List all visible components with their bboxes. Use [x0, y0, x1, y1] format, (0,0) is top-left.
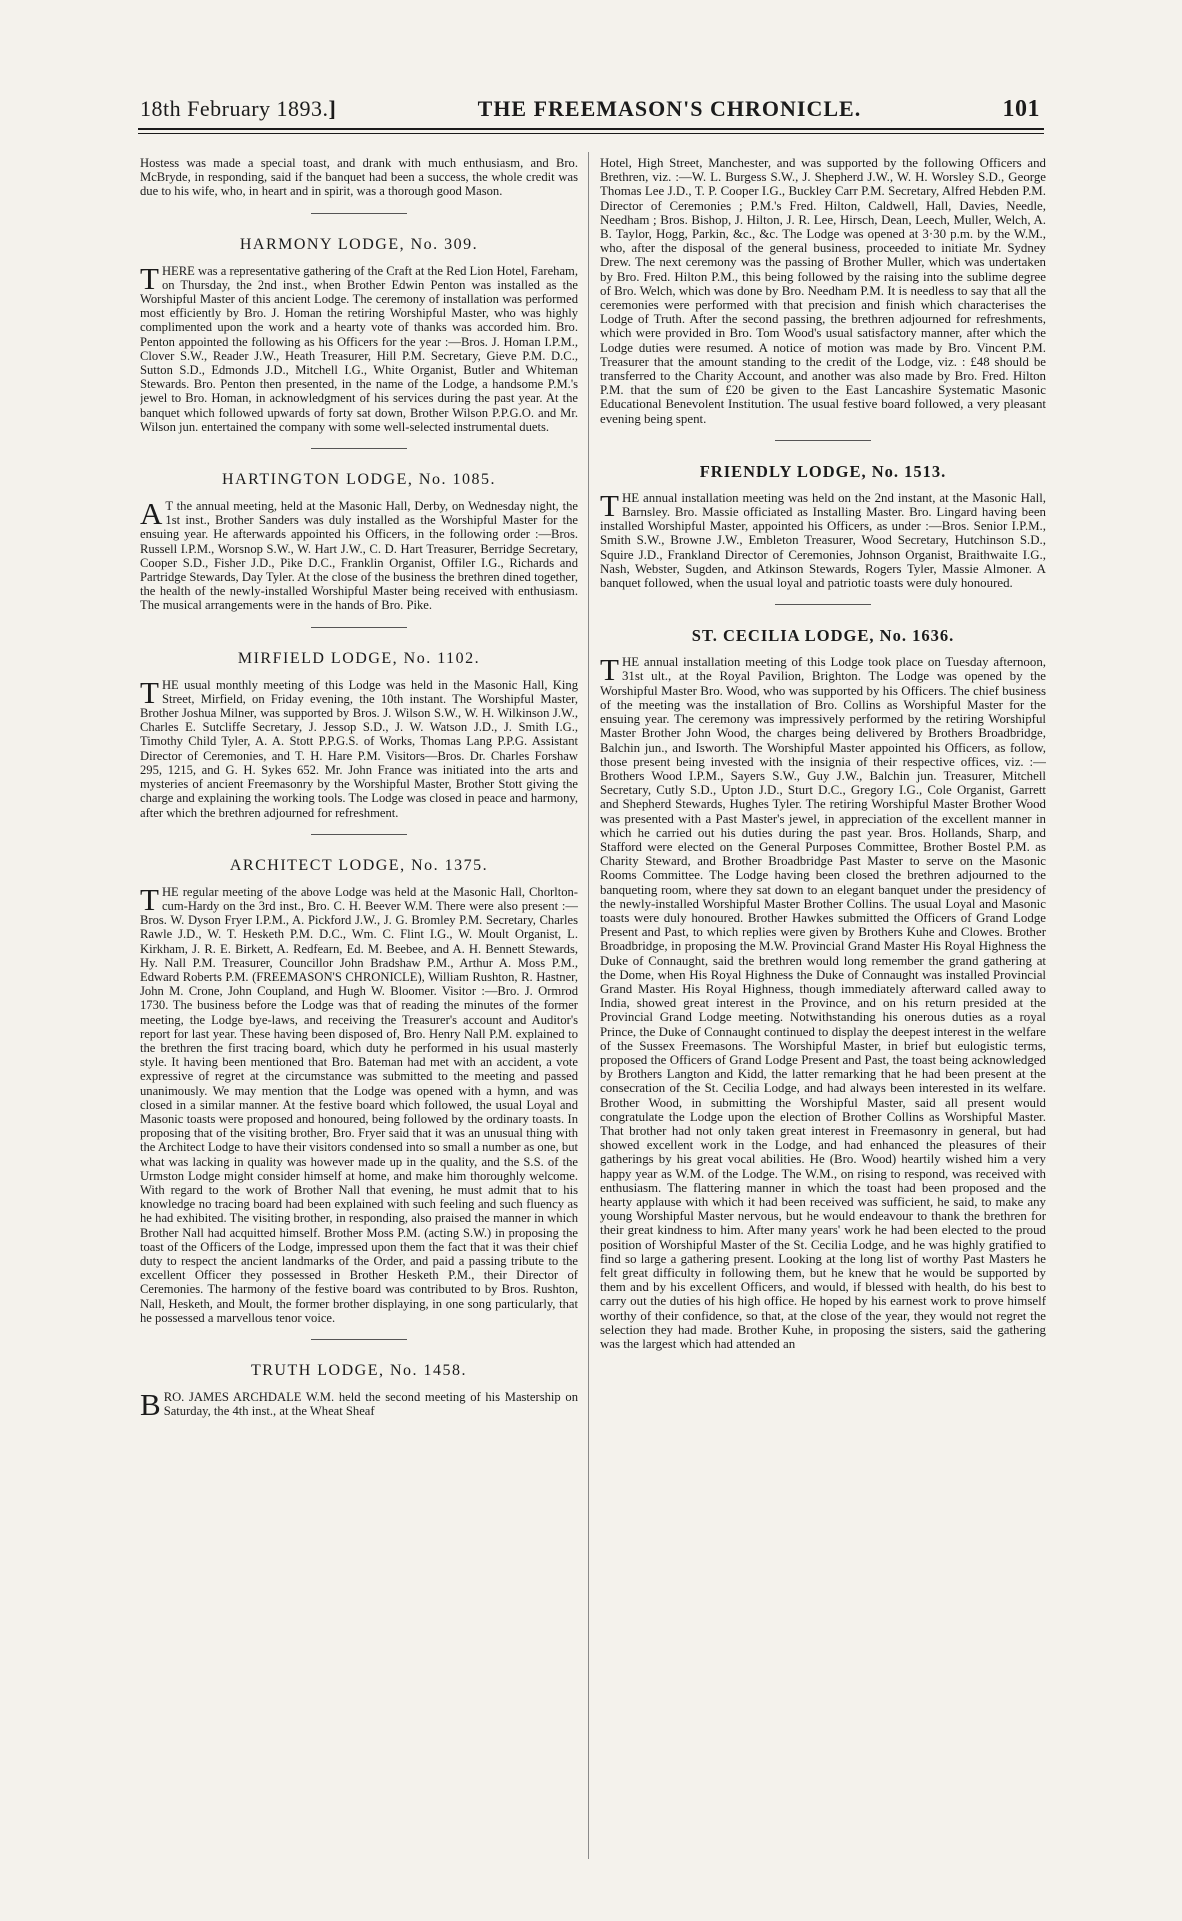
section-rule	[311, 448, 407, 449]
hartington-lodge-article: AT the annual meeting, held at the Masonic Hall, Derby, on Wednesday night, the 1st inst., Brother Sanders was duly installed as the Worshipful Master for the ensuing year. He afterwards appointed his Officers, in the following order :—Bros. Russell I.P.M., Worsnop S.W., W. Hart J.W., C. D. Hart Treasurer, Berridge Secretary, Cooper S.D., Fisher J.D., Pike D.C., Franklin Organist, Offiler I.G., Richards and Partridge Stewards, Day Tyler. At the close of the business the brethren dined together, the health of the newly-installed Worshipful Master being received with enthusiasm. The musical arrangements were in the hands of Bro. Pike.	[140, 496, 578, 613]
truth-lodge-article: BRO. JAMES ARCHDALE W.M. held the second meeting of his Mastership on Saturday, the 4th inst., at the Wheat Sheaf	[140, 1387, 578, 1422]
header-date	[140, 96, 336, 122]
hartington-lodge-heading: HARTINGTON LODGE, No. 1085.	[222, 471, 496, 489]
friendly-lodge-heading: FRIENDLY LODGE, No. 1513.	[699, 461, 947, 481]
st-cecilia-lodge-heading: ST. CECILIA LODGE, No. 1636.	[691, 626, 955, 646]
truth-lodge-article-continued: Hotel, High Street, Manchester, and was supported by the following Officers and Brethren, viz. :—W. L. Burgess S.W., J. Shepherd J.W., W. H. Worsley S.D., George Thomas Lee J.D., T. P. Cooper I.G., Buckley Carr P.M. Secretary, Alfred Hebden P.M. Director of Ceremonies ; P.M.'s Fred. Hilton, Caldwell, Hall, Davies, Needle, Needham ; Bros. Bishop, J. Hilton, J. R. Lee, Hirsch, Dean, Leech, Muller, Welch, A. B. Taylor, Hogg, Parkin, &c., &c. The Lodge was opened at 3·30 p.m. by the W.M., who, after the disposal of the general business, proceeded to initiate Mr. Sydney Drew. The next ceremony was the passing of Brother Muller, which was undertaken by Bro. Fred. Hilton P.M., this being followed by the raising into the sublime degree of Bro. Welch, which was done by Bro. Needham P.M. It is needless to say that all the ceremonies were performed with that precision and finish which characterises the Lodge of Truth. After the second passing, the brethren adjourned for refreshments, which were provided in Bro. Tom Wood's usual satisfactory manner, after which the Lodge duties were resumed. A notice of motion was made by Bro. Vincent P.M. Treasurer that the amount standing to the credit of the Lodge, viz. : £48 should be transferred to the Charity Account, and another was also made by Bro. Fred. Hilton P.M. that the sum of £20 be given to the East Lancashire Systematic Masonic Educational Benevolent Institution. The usual festive board followed, a very pleasant evening being spent.	[600, 156, 1046, 426]
page-header	[140, 96, 1040, 130]
section-rule	[775, 604, 871, 605]
column-divider	[588, 152, 589, 1859]
section-rule	[311, 627, 407, 628]
harmony-lodge-heading: HARMONY LODGE, No. 309.	[239, 235, 479, 253]
section-rule	[311, 1339, 407, 1340]
intro-paragraph: Hostess was made a special toast, and drank with much enthusiasm, and Bro. McBryde, in responding, said if the banquet had been a success, the whole credit was due to his wife, who, in heart and in spirit, was a thorough good Mason.	[140, 156, 578, 199]
header-rule-thin	[138, 133, 1044, 134]
architect-lodge-article: THE regular meeting of the above Lodge was held at the Masonic Hall, Chorlton-cum-Hardy on the 3rd inst., Bro. C. H. Beever W.M. There were also present :—Bros. W. Dyson Fryer I.P.M., A. Pickford J.W., J. G. Bromley P.M. Secretary, Charles Rawle J.D., W. T. Hesketh P.M. D.C., Wm. C. Flint I.G., W. Moult Organist, L. Kirkham, J. R. E. Birkett, A. Redfearn, Ed. M. Beebee, and A. H. Bennett Stewards, Hy. Nall P.M. Treasurer, Councillor John Bradshaw P.M., Arthur A. Moss P.M., Edward Roberts P.M. (FREEMASON'S CHRONICLE), William Rushton, R. Hastner, John M. Crone, John Coupland, and Hugh W. Bloomer. Visitor :—Bro. J. Ormrod 1730. The business before the Lodge was that of reading the minutes of the former meeting, the Lodge bye-laws, and receiving the Treasurer's account and Auditor's report for last year. These having been disposed of, Bro. Henry Nall P.M. explained to the brethren the first tracing board, which duty he performed in his usual masterly style. It having been mentioned that Bro. Bateman had met with an accident, a vote expressive of regret at the circumstance was submitted to the meeting and passed unanimously. We may mention that the Lodge was opened with a hymn, and was closed in a similar manner. At the festive board which followed, the usual Loyal and Masonic toasts were proposed and honoured, being followed by the ordinary toasts. In proposing that of the visiting brother, Bro. Fryer said that it was an unusual thing with the Architect Lodge to have their visitors condensed into so small a number as one, but what was lacking in quality was however made up in the quality, and the S.S. of the Urmston Lodge might consider himself at home, and make him thoroughly welcome. With regard to the work of Brother Nall that evening, he must admit that to his knowledge no tracing board had been explained with such feeling and such fluency as he had exhibited. The visiting brother, in responding, also praised the manner in which Brother Nall had acquitted himself. Brother Moss P.M. (acting S.W.) in proposing the toast of the Officers of the Lodge, impressed upon them the fact that it was their chief duty to respect the ancient landmarks of the Order, and paid a passing tribute to the excellent Officer they possessed in Brother Hesketh P.M., their Director of Ceremonies. The harmony of the festive board was contributed to by Bros. Rushton, Nall, Hesketh, and Moult, the former brother displaying, in one song particularly, that he possessed a marvellous tenor voice.	[140, 881, 578, 1325]
header-rule	[138, 128, 1044, 130]
friendly-lodge-article: THE annual installation meeting was held on the 2nd instant, at the Masonic Hall, Barnsley. Bro. Massie officiated as Installing Master. Bro. Lingard having been installed Worshipful Master, appointed his Officers, as under :—Bros. Senior I.P.M., Smith S.W., Browne J.W., Embleton Treasurer, Wood Secretary, Hutchinson S.D., Squire J.D., Frankland Director of Ceremonies, Johnson Organist, Braithwaite I.G., Nash, Webster, Sugden, and Atkinson Stewards, Rogers Tyler, Massie Almoner. A banquet followed, when the usual loyal and patriotic toasts were duly honoured.	[600, 487, 1046, 591]
section-rule	[311, 213, 407, 214]
mirfield-lodge-heading: MIRFIELD LODGE, No. 1102.	[237, 649, 481, 667]
st-cecilia-lodge-article: THE annual installation meeting of this Lodge took place on Tuesday afternoon, 31st ult., at the Royal Pavilion, Brighton. The Lodge was opened by the Worshipful Master Bro. Wood, who was supported by his Officers. The chief business of the meeting was the installation of Bro. Collins as Worshipful Master for the ensuing year. The ceremony was impressively performed by the retiring Worshipful Master Brother John Wood, the charges being delivered by Brothers Broadbridge, Balchin jun., and Isworth. The Worshipful Master appointed his Officers, as follow, those present being invested with the insignia of their respective offices, viz. :—Brothers Wood I.P.M., Sayers S.W., Guy J.W., Balchin jun. Treasurer, Mitchell Secretary, Cutly S.D., Upton J.D., Sturt D.C., Gregory I.G., Cole Organist, Garrett and Shepherd Stewards, Hughes Tyler. The retiring Worshipful Master Brother Wood was presented with a Past Master's jewel, in appreciation of the excellent manner in which he carried out his duties during the past year. Bros. Hollands, Sharp, and Stafford were elected on the General Purposes Committee, Brother Bostel P.M. as Charity Steward, and Brother Broadbridge Past Master to serve on the Masonic Rooms Committee. The Lodge having been closed the brethren adjourned to the banqueting room, where they sat down to an elegant banquet under the presidency of the newly-installed Worshipful Master Brother Collins. The usual Loyal and Masonic toasts were duly honoured. Brother Hawkes submitted the Officers of Grand Lodge Present and Past, to which replies were given by Brothers Kuhe and Clowes. Brother Broadbridge, in proposing the M.W. Provincial Grand Master His Royal Highness the Duke of Connaught, said the brethren would long remember the grand gathering at the Dome, when His Royal Highness the Duke of Connaught was installed Provincial Grand Master. His Royal Highness, though immediately afterward called away to India, showed great interest in the Province, and on his return presided at the Provincial Grand Lodge meeting. Notwithstanding his onerous duties as a royal Prince, the Duke of Connaught continued to display the deepest interest in the welfare of the Sussex Freemasons. The Worshipful Master, in brief but eulogistic terms, proposed the Officers of Grand Lodge Present and Past, the toast being acknowledged by Brothers Langton and Kidd, the latter remarking that he had been present at the consecration of the St. Cecilia Lodge, and had always been interested in its welfare. Brother Wood, in submitting the Worshipful Master, said all present would congratulate the Lodge upon the election of Brother Collins as Worshipful Master. That brother had not only taken great interest in Freemasonry in general, but had showed excellent work in the Lodge, and had enhanced the pleasures of their gatherings by his great vocal abilities. He (Bro. Wood) heartily wished him a very happy year as W.M. of the Lodge. The W.M., on rising to respond, was received with enthusiasm. The flattering manner in which the toast had been proposed and the hearty applause with which it had been received was sufficient, he said, to make any young Worshipful Master nervous, but he would endeavour to thank the brethren for their great kindness to him. After many years' work he had been elected to the proud position of Worshipful Master of the St. Cecilia Lodge, and he was highly gratified to find so large a gathering present. Looking at the long list of worthy Past Masters he felt great difficulty in following them, but he knew that he would be supported by them and by his excellent Officers, and would, if blessed with health, do his best to carry out the duties of his high office. He hoped by his earnest work to prove himself worthy of their confidence, so that, at the close of the year, they would not regret the selection they had made. Brother Kuhe, in proposing the sisters, said the gathering was the largest which had attended an	[600, 652, 1046, 1352]
harmony-lodge-article: THERE was a representative gathering of the Craft at the Red Lion Hotel, Fareham, on Thursday, the 2nd inst., when Brother Edwin Penton was installed as the Worshipful Master of this ancient Lodge. The ceremony of installation was performed most efficiently by Bro. J. Homan the retiring Worshipful Master, who was highly complimented upon the work and a hearty vote of thanks was accorded him. Bro. Penton appointed the following as his Officers for the year :—Bros. J. Homan I.P.M., Clover S.W., Reader J.W., Heath Treasurer, Hill P.M. Secretary, Gieve P.M. D.C., Sutton S.D., Edmonds J.D., Mitchell I.G., White Organist, Butler and Whiteman Stewards. Bro. Penton then presented, in the name of the Lodge, a handsome P.M.'s jewel to Bro. Homan, in acknowledgment of his services during the past year. At the banquet which followed upwards of forty sat down, Brother Wilson P.P.G.O. and Mr. Wilson jun. entertained the company with some well-selected instrumental duets.	[140, 260, 578, 434]
issue-date: 18th February 1893.	[140, 96, 329, 121]
architect-lodge-heading: ARCHITECT LODGE, No. 1375.	[229, 856, 489, 874]
header-separator: ]	[328, 96, 337, 121]
left-column	[140, 156, 578, 1865]
mirfield-lodge-article: THE usual monthly meeting of this Lodge was held in the Masonic Hall, King Street, Mirfield, on Friday evening, the 10th instant. The Worshipful Master, Brother Joshua Milner, was supported by Bros. J. Wilson S.W., W. H. Wilkinson J.W., Charles E. Sutcliffe Secretary, J. Jessop S.D., J. W. Watson J.D., J. Smith I.G., Timothy Child Tyler, A. A. Stott P.P.G.S. of Works, Thomas Lang P.P.G. Assistant Director of Ceremonies, and T. H. Hare P.M. Visitors—Bros. Dr. Charles Forshaw 295, 1215, and G. H. Sykes 652. Mr. John France was initiated into the arts and mysteries of ancient Freemasonry by the Worshipful Master, Brother Stott giving the charge and explaining the working tools. The Lodge was closed in peace and harmony, after which the brethren adjourned for refreshment.	[140, 674, 578, 820]
page-number: 101	[1002, 96, 1040, 122]
publication-title: THE FREEMASON'S CHRONICLE.	[477, 96, 862, 121]
truth-lodge-heading: TRUTH LODGE, No. 1458.	[250, 1362, 468, 1379]
section-rule	[311, 834, 407, 835]
right-column	[600, 156, 1046, 1865]
section-rule	[775, 440, 871, 441]
